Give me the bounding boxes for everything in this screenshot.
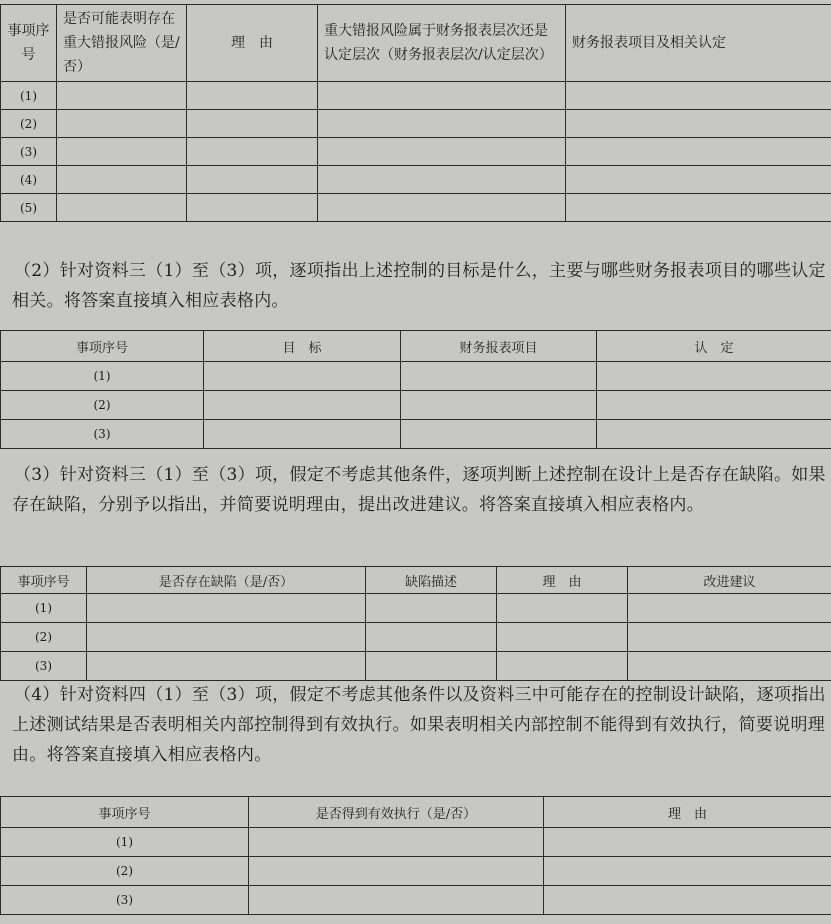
table-row — [1, 828, 831, 857]
answer-cell[interactable] — [249, 886, 544, 915]
col-header-has-deficiency: 是否存在缺陷（是/否） — [87, 567, 366, 594]
answer-cell[interactable] — [318, 110, 566, 138]
control-objective-table — [0, 330, 831, 449]
answer-cell[interactable] — [187, 166, 318, 194]
risk-assessment-table — [0, 4, 831, 222]
row-number: (3) — [1, 420, 204, 449]
table-row — [1, 652, 831, 681]
table-row — [1, 110, 831, 138]
col-header-reason: 理 由 — [497, 567, 628, 594]
answer-cell[interactable] — [318, 166, 566, 194]
table-row — [1, 166, 831, 194]
table-header-row — [1, 331, 831, 362]
control-deficiency-table — [0, 566, 831, 681]
answer-cell[interactable] — [204, 362, 401, 391]
col-header-item-no: 事项序号 — [1, 5, 57, 82]
answer-cell[interactable] — [597, 420, 831, 449]
control-execution-table — [0, 796, 831, 915]
answer-cell[interactable] — [57, 166, 187, 194]
answer-cell[interactable] — [566, 166, 831, 194]
answer-cell[interactable] — [87, 623, 366, 652]
col-header-item-no: 事项序号 — [1, 567, 87, 594]
col-header-is-risk: 是否可能表明存在重大错报风险（是/否） — [57, 5, 187, 82]
answer-cell[interactable] — [57, 82, 187, 110]
answer-cell[interactable] — [497, 594, 628, 623]
row-number: (2) — [1, 391, 204, 420]
answer-cell[interactable] — [57, 138, 187, 166]
question-4-text: （4）针对资料四（1）至（3）项，假定不考虑其他条件以及资料三中可能存在的控制设计缺陷，逐项指出上述测试结果是否表明相关内部控制得到有效执行。如果表明相关内部控制不能得到有效执行，简要说明理由。将答案直接填入相应表格内。 — [12, 685, 826, 765]
answer-cell[interactable] — [628, 594, 831, 623]
col-header-objective: 目 标 — [204, 331, 401, 362]
answer-cell[interactable] — [597, 391, 831, 420]
col-header-reason: 理 由 — [544, 797, 831, 828]
question-3-text: （3）针对资料三（1）至（3）项，假定不考虑其他条件，逐项判断上述控制在设计上是否存在缺陷。如果存在缺陷，分别予以指出，并简要说明理由，提出改进建议。将答案直接填入相应表格内。 — [12, 465, 826, 515]
row-number: (2) — [1, 623, 87, 652]
answer-cell[interactable] — [204, 391, 401, 420]
table-row — [1, 362, 831, 391]
page-bottom-rule — [0, 914, 831, 915]
answer-cell[interactable] — [401, 420, 597, 449]
answer-cell[interactable] — [187, 138, 318, 166]
answer-cell[interactable] — [318, 82, 566, 110]
table-row — [1, 886, 831, 915]
answer-cell[interactable] — [566, 138, 831, 166]
table-row — [1, 194, 831, 222]
col-header-risk-level: 重大错报风险属于财务报表层次还是认定层次（财务报表层次/认定层次） — [318, 5, 566, 82]
answer-cell[interactable] — [204, 420, 401, 449]
answer-cell[interactable] — [87, 652, 366, 681]
answer-cell[interactable] — [366, 594, 497, 623]
row-number: (3) — [1, 652, 87, 681]
table-row — [1, 857, 831, 886]
question-2-text: （2）针对资料三（1）至（3）项，逐项指出上述控制的目标是什么，主要与哪些财务报表项目的哪些认定相关。将答案直接填入相应表格内。 — [12, 261, 826, 311]
row-number: (1) — [1, 594, 87, 623]
row-number: (3) — [1, 138, 57, 166]
answer-cell[interactable] — [597, 362, 831, 391]
table-row — [1, 391, 831, 420]
answer-cell[interactable] — [187, 82, 318, 110]
answer-cell[interactable] — [544, 828, 831, 857]
table-header-row — [1, 797, 831, 828]
row-number: (5) — [1, 194, 57, 222]
answer-cell[interactable] — [57, 110, 187, 138]
row-number: (1) — [1, 828, 249, 857]
col-header-assertion: 认 定 — [597, 331, 831, 362]
answer-cell[interactable] — [566, 194, 831, 222]
answer-cell[interactable] — [401, 391, 597, 420]
table-row — [1, 138, 831, 166]
answer-cell[interactable] — [544, 886, 831, 915]
col-header-item-no: 事项序号 — [1, 797, 249, 828]
col-header-fs-item: 财务报表项目 — [401, 331, 597, 362]
table-row — [1, 623, 831, 652]
answer-cell[interactable] — [187, 194, 318, 222]
col-header-item-no: 事项序号 — [1, 331, 204, 362]
col-header-reason: 理 由 — [187, 5, 318, 82]
answer-cell[interactable] — [628, 652, 831, 681]
table-row — [1, 420, 831, 449]
answer-cell[interactable] — [318, 138, 566, 166]
answer-cell[interactable] — [249, 857, 544, 886]
table-row — [1, 82, 831, 110]
answer-cell[interactable] — [366, 623, 497, 652]
answer-cell[interactable] — [497, 623, 628, 652]
answer-cell[interactable] — [401, 362, 597, 391]
row-number: (4) — [1, 166, 57, 194]
col-header-fs-items: 财务报表项目及相关认定 — [566, 5, 831, 82]
col-header-effective: 是否得到有效执行（是/否） — [249, 797, 544, 828]
answer-cell[interactable] — [249, 828, 544, 857]
table-row — [1, 594, 831, 623]
col-header-suggestion: 改进建议 — [628, 567, 831, 594]
answer-cell[interactable] — [497, 652, 628, 681]
answer-cell[interactable] — [318, 194, 566, 222]
answer-cell[interactable] — [566, 82, 831, 110]
row-number: (1) — [1, 82, 57, 110]
answer-cell[interactable] — [57, 194, 187, 222]
table-header-row — [1, 567, 831, 594]
row-number: (1) — [1, 362, 204, 391]
answer-cell[interactable] — [544, 857, 831, 886]
answer-cell[interactable] — [566, 110, 831, 138]
row-number: (2) — [1, 110, 57, 138]
answer-cell[interactable] — [87, 594, 366, 623]
row-number: (2) — [1, 857, 249, 886]
answer-cell[interactable] — [628, 623, 831, 652]
answer-cell[interactable] — [187, 110, 318, 138]
table-header-row — [1, 5, 831, 82]
row-number: (3) — [1, 886, 249, 915]
col-header-deficiency-desc: 缺陷描述 — [366, 567, 497, 594]
answer-cell[interactable] — [366, 652, 497, 681]
